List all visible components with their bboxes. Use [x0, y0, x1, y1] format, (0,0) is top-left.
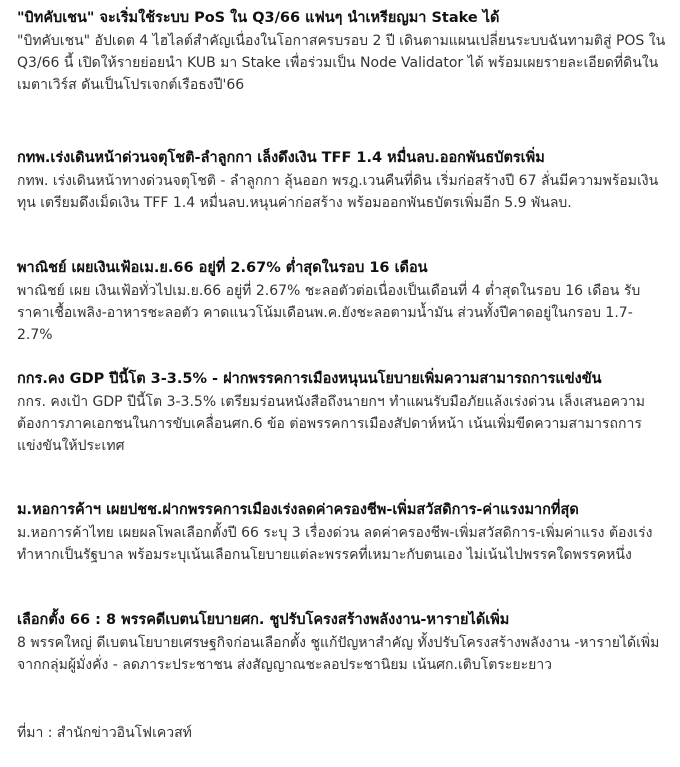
- news-body: พาณิชย์ เผย เงินเฟ้อทั่วไปเม.ย.66 อยู่ที่ 2.67% ชะลอตัวต่อเนื่องเป็นเดือนที่ 4 ต่ำสุดในรอบ 16 เดือน รับราคาเชื้อเพลิง-อาหารชะลอตัว คาดแนวโน้มเดือนพ.ค.ยังชะลอตามน้ำมัน ส่วนทั้งปีคาดอยู่ในกรอบ 1.7-2.7%: [17, 283, 641, 343]
- news-body: กกร. คงเป้า GDP ปีนี้โต 3-3.5% เตรียมร่อนหนังสือถึงนายกฯ ทำแผนรับมือภัยแล้งเร่งด่วน เล็งเสนอความต้องการภาคเอกชนในการขับเคลื่อนศก.6 ข้อ ต่อพรรคการเมืองสัปดาห์หน้า เน้นเพิ่มขีดความสามารถการแข่งขันให้ประเทศ: [17, 394, 645, 454]
- news-item: [17, 610, 667, 676]
- news-body: "บิทคับเชน" อัปเดต 4 ไฮไลต์สำคัญเนื่องในโอกาสครบรอบ 2 ปี เดินตามแผนเปลี่ยนระบบฉันทามติสู่ POS ใน Q3/66 นี้ เปิดให้รายย่อยนำ KUB มา Stake เพื่อร่วมเป็น Node Validator ได้ พร้อมเผยรายละเอียดที่ดินในเมตาเวิร์ส ดันเป็นโปรเจกต์เรือธงปี'66: [17, 33, 666, 93]
- news-body: กทพ. เร่งเดินหน้าทางด่วนจตุโชติ - ลำลูกกา ลุ้นออก พรฎ.เวนคืนที่ดิน เริ่มก่อสร้างปี 67 ลั่นมีความพร้อมเงินทุน เตรียมดึงเม็ดเงิน TFF 1.4 หมื่นลบ.หนุนค่าก่อสร้าง พร้อมออกพันธบัตรเพิ่มอีก 5.9 พันลบ.: [17, 173, 659, 211]
- news-body: 8 พรรคใหญ่ ดีเบตนโยบายเศรษฐกิจก่อนเลือกตั้ง ชูแก้ปัญหาสำคัญ ทั้งปรับโครงสร้างพลังงาน -หารายได้เพิ่ม จากกลุ่มผู้มั่งคั่ง - ลดภาระประชาชน ส่งสัญญาณชะลอประชานิยม เน้นศก.เติบโตระยะยาว: [17, 635, 660, 673]
- news-headline: กกร.คง GDP ปีนี้โต 3-3.5% - ฝากพรรคการเมืองหนุนนโยบายเพิ่มความสามารถการแข่งขัน: [17, 371, 602, 387]
- news-headline: "บิทคับเชน" จะเริ่มใช้ระบบ PoS ใน Q3/66 แฟนๆ นำเหรียญมา Stake ได้: [17, 10, 500, 26]
- news-headline: เลือกตั้ง 66 : 8 พรรคดีเบตนโยบายศก. ชูปรับโครงสร้างพลังงาน-หารายได้เพิ่ม: [17, 612, 510, 628]
- news-item: [17, 369, 667, 457]
- news-body: ม.หอการค้าไทย เผยผลโพลเลือกตั้งปี 66 ระบุ 3 เรื่องด่วน ลดค่าครองชีพ-เพิ่มสวัสดิการ-เพิ่มค่าแรง ต้องเร่งทำหากเป็นรัฐบาล พร้อมระบุเน้นเลือกนโยบายแต่ละพรรคที่เหมาะกับตนเอง ไม่เน้นไปพรรคใดพรรคหนึ่ง: [17, 525, 653, 563]
- news-item: [17, 258, 667, 346]
- news-item: [17, 500, 667, 566]
- news-item: [17, 148, 667, 214]
- news-headline: กทพ.เร่งเดินหน้าด่วนจตุโชติ-ลำลูกกา เล็งดึงเงิน TFF 1.4 หมื่นลบ.ออกพันธบัตรเพิ่ม: [17, 150, 545, 166]
- news-headline: ม.หอการค้าฯ เผยปชช.ฝากพรรคการเมืองเร่งลดค่าครองชีพ-เพิ่มสวัสดิการ-ค่าแรงมากที่สุด: [17, 502, 579, 518]
- news-headline: พาณิชย์ เผยเงินเฟ้อเม.ย.66 อยู่ที่ 2.67% ต่ำสุดในรอบ 16 เดือน: [17, 260, 428, 276]
- source-credit: ที่มา : สำนักข่าวอินโฟเควสท์: [17, 725, 192, 741]
- news-item: [17, 8, 667, 96]
